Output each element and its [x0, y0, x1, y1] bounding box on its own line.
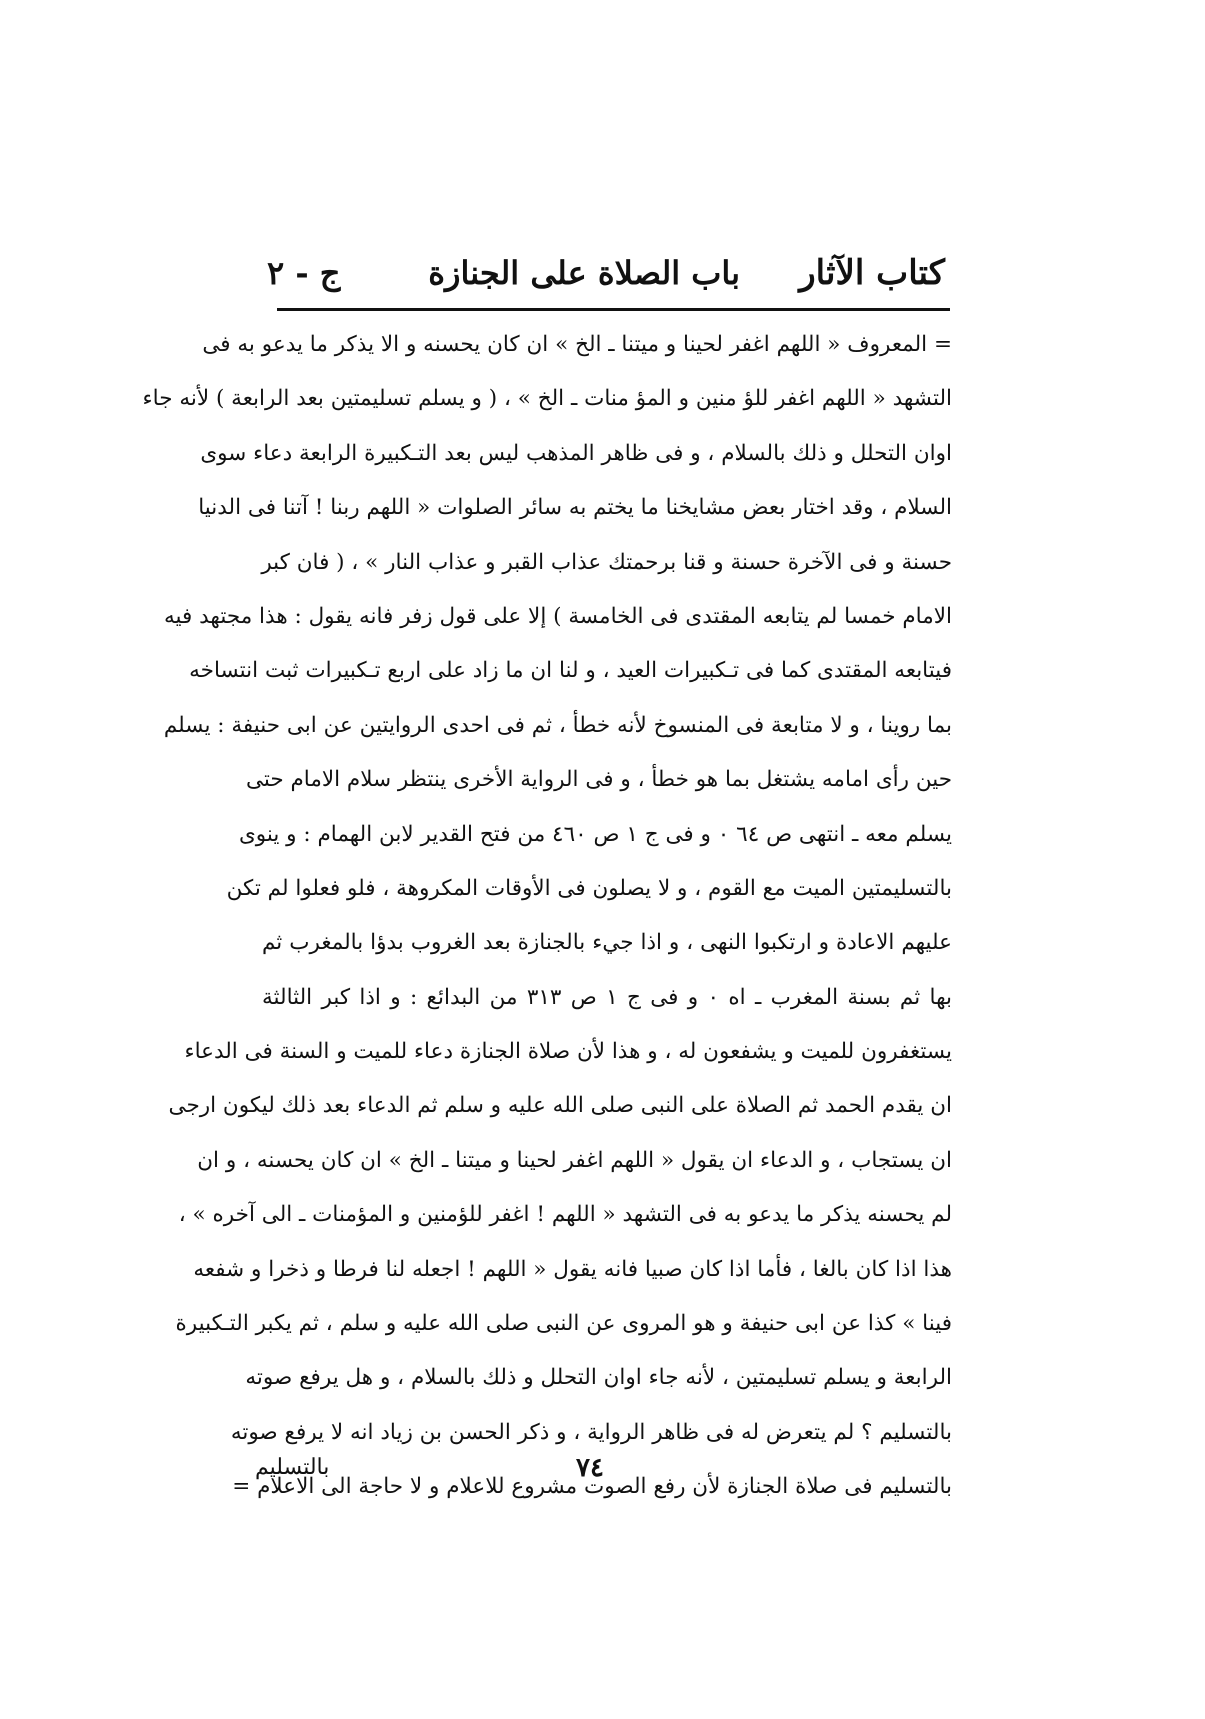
text-line: عليهم الاعادة و ارتكبوا النهى ، و اذا جيء بالجنازة بعد الغروب بدؤا بالمغرب ثم — [262, 930, 952, 956]
text-line: الامام خمسا لم يتابعه المقتدى فى الخامسة ) إلا على قول زفر فانه يقول : هذا مجتهد فيه — [164, 603, 952, 629]
running-header — [255, 248, 945, 298]
text-line: فيتابعه المقتدى كما فى تـكبيرات العيد ، و لنا ان ما زاد على اربع تـكبيرات ثبت انتساخه — [189, 658, 952, 684]
volume-label: ج - ٢ — [267, 254, 341, 292]
page-footer — [255, 1445, 945, 1491]
text-line: حين رأى امامه يشتغل بما هو خطأ ، و فى الرواية الأخرى ينتظر سلام الامام حتى — [245, 767, 952, 793]
text-line: لم يحسنه يذكر ما يدعو به فى التشهد « اللهم ! اغفر للؤمنين و المؤمنات ـ الى آخره » ، — [178, 1202, 952, 1228]
text-line: حسنة و فى الآخرة حسنة و قنا برحمتك عذاب القبر و عذاب النار » ، ( فان كبر — [261, 549, 952, 575]
catchword: بالتسليم — [255, 1455, 330, 1480]
book-title: كتاب الآثار — [799, 253, 945, 293]
text-line: يستغفرون للميت و يشفعون له ، و هذا لأن صلاة الجنازة دعاء للميت و السنة فى الدعاء — [184, 1039, 952, 1065]
text-line: يسلم معه ـ انتهى ص ٦٤ ٠ و فى ج ١ ص ٤٦٠ من فتح القدير لابن الهمام : و ينوى — [238, 821, 952, 847]
text-line: بالتسليم فى صلاة الجنازة لأن رفع الصوت مشروع للاعلام و لا حاجة الى الاعلام = — [232, 1474, 952, 1500]
chapter-title: باب الصلاة على الجنازة — [428, 254, 740, 292]
text-line: السلام ، وقد اختار بعض مشايخنا ما يختم به سائر الصلوات « اللهم ربنا ! آتنا فى الدنيا — [198, 495, 952, 521]
text-line: هذا اذا كان بالغا ، فأما اذا كان صبيا فانه يقول « اللهم ! اجعله لنا فرطا و ذخرا و شفعه — [193, 1256, 952, 1282]
text-line: اوان التحلل و ذلك بالسلام ، و فى ظاهر المذهب ليس بعد التـكبيرة الرابعة دعاء سوى — [200, 440, 952, 466]
text-line: فينا » كذا عن ابى حنيفة و هو المروى عن النبى صلى الله عليه و سلم ، ثم يكبر التـكبيرة — [175, 1311, 952, 1337]
text-line: التشهد « اللهم اغفر للؤ منين و المؤ منات ـ الخ » ، ( و يسلم تسليمتين بعد الرابعة ) لأنه جاء — [142, 386, 952, 412]
header-rule — [277, 308, 950, 311]
text-line: بها ثم بسنة المغرب ـ اه ٠ و فى ج ١ ص ٣١٣ من البدائع : و اذا كبر الثالثة — [262, 984, 952, 1010]
text-line: ان يستجاب ، و الدعاء ان يقول « اللهم اغفر لحينا و ميتنا ـ الخ » ان كان يحسنه ، و ان — [197, 1147, 952, 1173]
page-number: ٧٤ — [576, 1453, 604, 1483]
text-line: بما روينا ، و لا متابعة فى المنسوخ لأنه خطأ ، ثم فى احدى الروايتين عن ابى حنيفة : يسلم — [163, 712, 952, 738]
main-text — [142, 318, 952, 1515]
text-line: ان يقدم الحمد ثم الصلاة على النبى صلى الله عليه و سلم ثم الدعاء بعد ذلك ليكون ارجى — [168, 1093, 952, 1119]
text-line: = المعروف « اللهم اغفر لحينا و ميتنا ـ الخ » ان كان يحسنه و الا يذكر ما يدعو به فى — [202, 332, 952, 357]
text-line: الرابعة و يسلم تسليمتين ، لأنه جاء اوان التحلل و ذلك بالسلام ، و هل يرفع صوته — [245, 1365, 952, 1391]
text-line: بالتسليم ؟ لم يتعرض له فى ظاهر الرواية ، و ذكر الحسن بن زياد انه لا يرفع صوته — [230, 1419, 952, 1445]
text-line: بالتسليمتين الميت مع القوم ، و لا يصلون فى الأوقات المكروهة ، فلو فعلوا لم تكن — [226, 875, 952, 901]
